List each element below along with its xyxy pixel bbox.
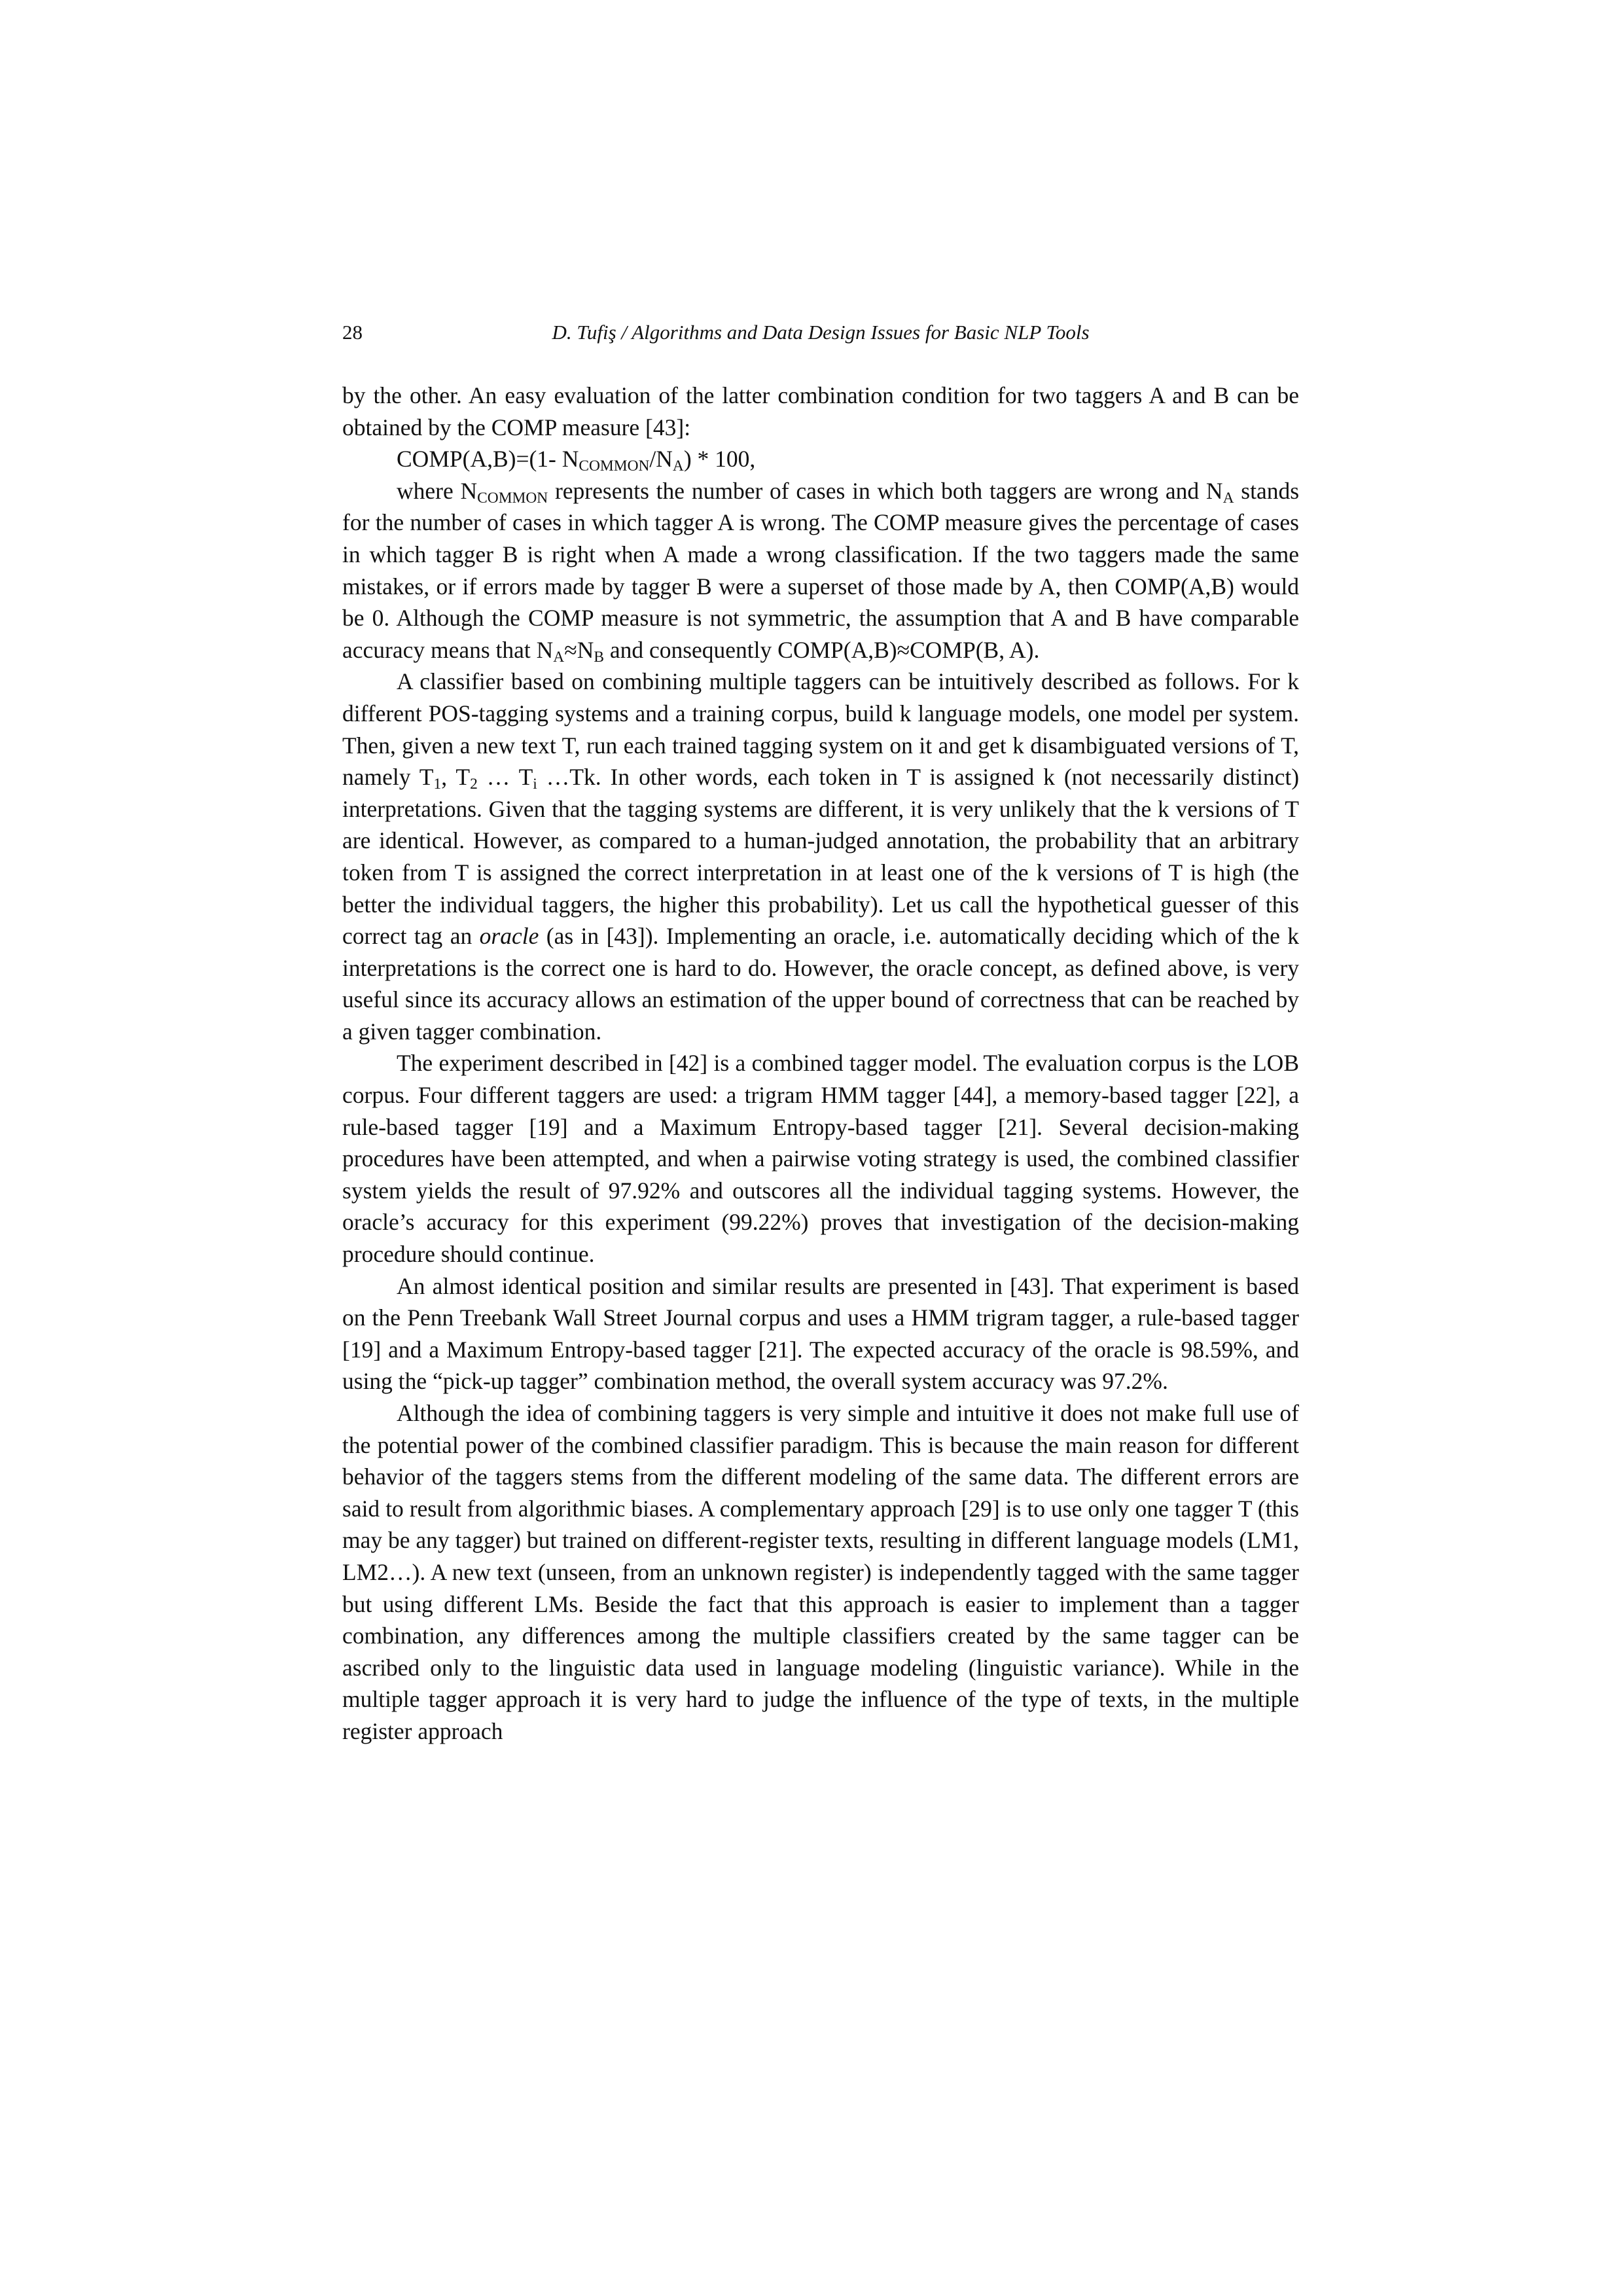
comp-formula: COMP(A,B)=(1- $N_{COMMON}/N_A) * 100$, bbox=[397, 446, 756, 475]
page-number: 28 bbox=[342, 321, 363, 344]
paragraph-1: by the other. An easy evaluation of the latter combination condition for two taggers A and B can be obtained by the COMP measure [43]: bbox=[342, 382, 1299, 440]
paragraph-4: A classifier based on combining multiple taggers can be intuitively described as follows. For k different POS-tagging systems and a training corpus, build k language models, one model per system. Then, given a new text T, run each trained tagging system on it and get k disambiguated versions of T, namely $T_1$, $T_2$ … $T_i$ …Tk. In other words, each token in T is assigned k (not necessarily distinct) interpretations. Given that the tagging systems are different, it is very unlikely that the k versions of T are identical. However, as compared to a human-judged annotation, the probability that an arbitrary token from T is assigned the correct interpretation in at least one of the k versions of T is high (the better the individual taggers, the higher this probability). Let us call the hypothetical guesser of this correct tag an oracle (as in [43]). Implementing an oracle, i.e. automatically deciding which of the k interpretations is the correct one is hard to do. However, the oracle concept, as defined above, is very useful since its accuracy allows an estimation of the upper bound of correctness that can be reached by a given tagger combination. bbox=[342, 668, 1300, 1045]
paragraph-7: Although the idea of combining taggers is very simple and intuitive it does not make full use of the potential power of the combined classifier paradigm. This is because the main reason for different behavior of the taggers stems from the different modeling of the same data. The different errors are said to result from algorithmic biases. A complementary approach [29] is to use only one tagger T (this may be any tagger) but trained on different-register texts, resulting in different language models (LM1, LM2…). A new text (unseen, from an unknown register) is independently tagged with the same tagger but using different LMs. Beside the fact that this approach is easier to implement than a tagger combination, any differences among the multiple classifiers created by the same tagger can be ascribed only to the linguistic data used in language modeling (linguistic variance). While in the multiple tagger approach it is very hard to judge the influence of the type of texts, in the multiple register approach bbox=[342, 1400, 1299, 1744]
running-head: D. Tufiş / Algorithms and Data Design Issues for Basic NLP Tools bbox=[552, 321, 1090, 344]
paragraph-5: The experiment described in [42] is a combined tagger model. The evaluation corpus is the LOB corpus. Four different taggers are used: a trigram HMM tagger [44], a memory-based tagger [22], a rule-based tagger [19] and a Maximum Entropy-based tagger [21]. Several decision-making procedures have been attempted, and when a pairwise voting strategy is used, the combined classifier system yields the result of 97.92% and outscores all the individual tagging systems. However, the oracle’s accuracy for this experiment (99.22%) proves that investigation of the decision-making procedure should continue. bbox=[342, 1050, 1299, 1268]
paragraph-3: where $N_{COMMON}$ represents the number of cases in which both taggers are wrong and $N_A$ stands for the number of cases in which tagger A is wrong. The COMP measure gives the percentage of cases in which tagger B is right when A made a wrong classification. If the two taggers made the same mistakes, or if errors made by tagger B were a superset of those made by A, then COMP(A,B) would be 0. Although the COMP measure is not symmetric, the assumption that A and B have comparable accuracy means that $N_A\approx N_B$ and consequently COMP(A,B)≈COMP(B, A). bbox=[342, 477, 1300, 666]
page-header bbox=[342, 318, 1299, 347]
paragraph-6: An almost identical position and similar results are presented in [43]. That experiment is based on the Penn Treebank Wall Street Journal corpus and uses a HMM trigram tagger, a rule-based tagger [19] and a Maximum Entropy-based tagger [21]. The expected accuracy of the oracle is 98.59%, and using the “pick-up tagger” combination method, the overall system accuracy was 97.2%. bbox=[342, 1272, 1299, 1395]
body-text bbox=[342, 380, 1299, 1748]
